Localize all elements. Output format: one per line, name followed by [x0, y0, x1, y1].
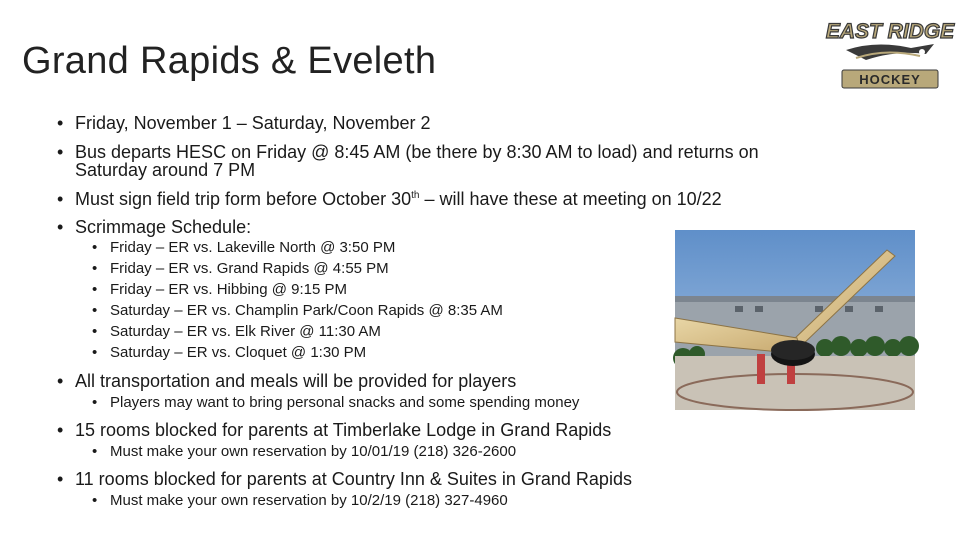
bullet-text: Must sign field trip form before October 30th – will have these at meeting on 10/22 [75, 189, 722, 209]
bullet-dot: • [92, 239, 98, 256]
bullet-dot: • [57, 371, 64, 391]
bullet-dot: • [57, 142, 64, 162]
east-ridge-hockey-logo [825, 14, 955, 90]
bullet-dot: • [57, 420, 64, 440]
bullet-dot: • [92, 443, 98, 460]
bullet-dot: • [92, 281, 98, 298]
bullet-dot: • [57, 189, 64, 209]
bullet-dot: • [57, 217, 64, 237]
bullet-dot: • [92, 394, 98, 411]
schedule-text: Saturday – ER vs. Elk River @ 11:30 AM [110, 323, 381, 340]
bullet-text: 11 rooms blocked for parents at Country Inn & Suites in Grand Rapids [75, 469, 632, 489]
bullet-text: Must make your own reservation by 10/01/19 (218) 326-2600 [110, 443, 517, 460]
schedule-text: Friday – ER vs. Hibbing @ 9:15 PM [110, 281, 347, 298]
bullet-text: Friday, November 1 – Saturday, November 2 [75, 113, 431, 133]
bullet-dot: • [92, 323, 98, 340]
bullet-dot: • [92, 302, 98, 319]
schedule-text: Friday – ER vs. Lakeville North @ 3:50 PM [110, 239, 396, 256]
schedule-text: Friday – ER vs. Grand Rapids @ 4:55 PM [110, 260, 389, 277]
bullet-text: Must make your own reservation by 10/2/19 (218) 327-4960 [110, 492, 508, 509]
bullet-dot: • [92, 492, 98, 509]
bullet-text: Saturday around 7 PM [75, 160, 256, 180]
bullet-text: All transportation and meals will be provided for players [75, 371, 517, 391]
slide-title: Grand Rapids & Eveleth [22, 40, 437, 82]
bullet-text: Players may want to bring personal snacks and some spending money [110, 394, 580, 411]
bullet-dot: • [92, 344, 98, 361]
schedule-text: Saturday – ER vs. Champlin Park/Coon Rapids @ 8:35 AM [110, 302, 503, 319]
bullet-dot: • [92, 260, 98, 277]
bullet-text: 15 rooms blocked for parents at Timberlake Lodge in Grand Rapids [75, 420, 612, 440]
bullet-dot: • [57, 469, 64, 489]
bullet-text: Bus departs HESC on Friday @ 8:45 AM (be there by 8:30 AM to load) and returns on [75, 142, 759, 162]
bullet-text: Scrimmage Schedule: [75, 217, 252, 237]
svg-text:EAST RIDGE: EAST RIDGE [825, 20, 955, 43]
schedule-text: Saturday – ER vs. Cloquet @ 1:30 PM [110, 344, 367, 361]
bullet-dot: • [57, 113, 64, 133]
giant-hockey-stick-photo [675, 230, 915, 410]
svg-text:HOCKEY: HOCKEY [859, 72, 921, 87]
